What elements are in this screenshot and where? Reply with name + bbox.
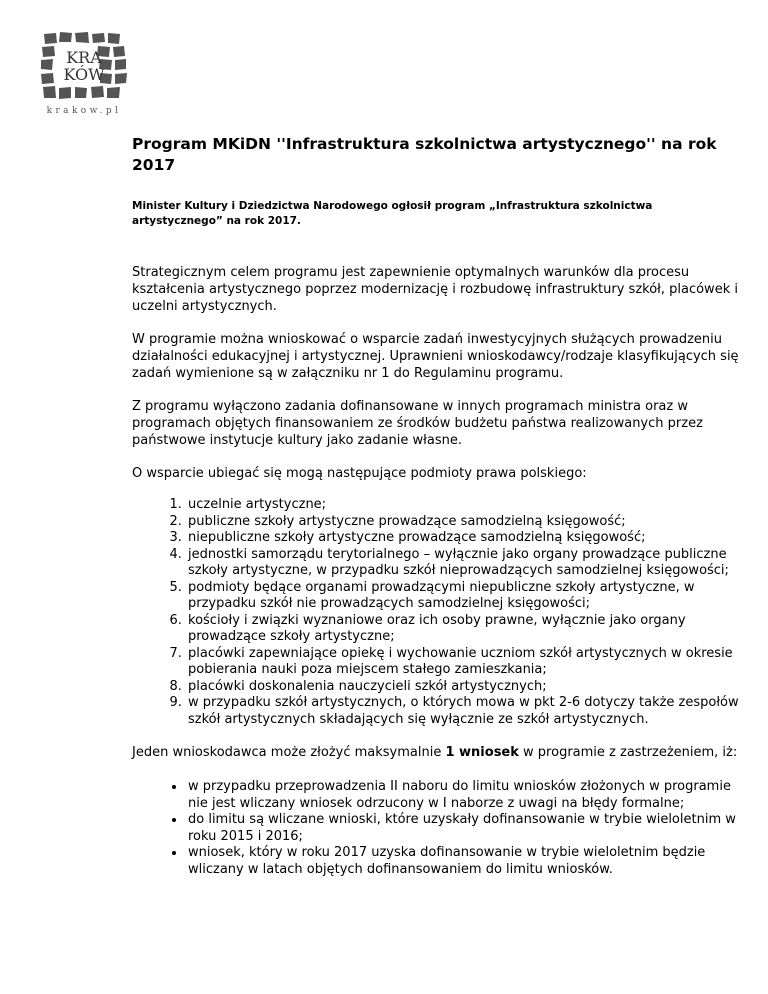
- article-lead: Minister Kultury i Dziedzictwa Narodowego ogłosił program „Infrastruktura szkolnictwa artystycznego” na rok 2017.: [132, 200, 653, 227]
- page-title: Program MKiDN ''Infrastruktura szkolnictwa artystycznego'' na rok 2017: [132, 135, 717, 174]
- paragraph-goal: Strategicznym celem programu jest zapewnienie optymalnych warunków dla procesu kształcenia artystycznego poprzez modernizację i rozbudowę infrastruktury szkół, placówek i uczelni artystycznych.: [132, 265, 738, 314]
- logo-text-line1: KRA: [66, 48, 102, 67]
- limit-text-after: w programie z zastrzeżeniem, iż:: [518, 745, 738, 760]
- krakow-logo-mosaic: [38, 28, 130, 106]
- entities-list: [132, 497, 742, 728]
- logo-text-line2: KÓW: [63, 65, 105, 84]
- paragraph-entities-intro: O wsparcie ubiegać się mogą następujące podmioty prawa polskiego:: [132, 466, 587, 481]
- conditions-list-item: • do limitu są wliczane wnioski, które uzyskały dofinansowanie w trybie wieloletnim w roku 2015 i 2016;: [186, 812, 742, 845]
- article: [132, 134, 742, 878]
- entities-list-item: 5. podmioty będące organami prowadzącymi niepubliczne szkoły artystyczne, w przypadku szkół nie prowadzących samodzielnej księgowości;: [186, 580, 742, 613]
- paragraph-limit: [132, 744, 742, 761]
- limit-text-bold: 1 wniosek: [445, 745, 519, 760]
- entities-list-item: 9. w przypadku szkół artystycznych, o których mowa w pkt 2-6 dotyczy także zespołów szkół artystycznych składających się wyłącznie ze szkół artystycznych.: [186, 695, 742, 728]
- limit-text-before: Jeden wnioskodawca może złożyć maksymalnie: [132, 745, 446, 760]
- conditions-list: [132, 779, 742, 878]
- entities-list-item: 1. uczelnie artystyczne;: [186, 497, 742, 514]
- entities-list-item: 4. jednostki samorządu terytorialnego – wyłącznie jako organy prowadzące publiczne szkoły artystyczne, w przypadku szkół nieprowadzących samodzielnej księgowości;: [186, 547, 742, 580]
- conditions-list-item: • w przypadku przeprowadzenia II naboru do limitu wniosków złożonych w programie nie jest wliczany wniosek odrzucony w I naborze z uwagi na błędy formalne;: [186, 779, 742, 812]
- entities-list-item: 6. kościoły i związki wyznaniowe oraz ich osoby prawne, wyłącznie jako organy prowadzące szkoły artystyczne;: [186, 613, 742, 646]
- entities-list-item: 2. publiczne szkoły artystyczne prowadzące samodzielną księgowość;: [186, 514, 742, 531]
- logo-caption: krakow.pl: [46, 106, 122, 116]
- entities-list-item: 8. placówki doskonalenia nauczycieli szkół artystycznych;: [186, 679, 742, 696]
- paragraph-scope: W programie można wnioskować o wsparcie zadań inwestycyjnych służących prowadzeniu działalności edukacyjnej i artystycznej. Uprawnieni wnioskodawcy/rodzaje klasyfikujących się zadań wymienione są w załączniku nr 1 do Regulaminu programu.: [132, 332, 739, 381]
- krakow-logo[interactable]: [38, 28, 138, 120]
- entities-list-item: 3. niepubliczne szkoły artystyczne prowadzące samodzielną księgowość;: [186, 530, 742, 547]
- entities-list-item: 7. placówki zapewniające opiekę i wychowanie uczniom szkół artystycznych w okresie pobierania nauki poza miejscem stałego zamieszkania;: [186, 646, 742, 679]
- paragraph-exclusions: Z programu wyłączono zadania dofinansowane w innych programach ministra oraz w programach objętych finansowaniem ze środków budżetu państwa realizowanych przez państwowe instytucje kultury jako zadanie własne.: [132, 399, 703, 448]
- conditions-list-item: • wniosek, który w roku 2017 uzyska dofinansowanie w trybie wieloletnim będzie wliczany w latach objętych dofinansowaniem do limitu wniosków.: [186, 845, 742, 878]
